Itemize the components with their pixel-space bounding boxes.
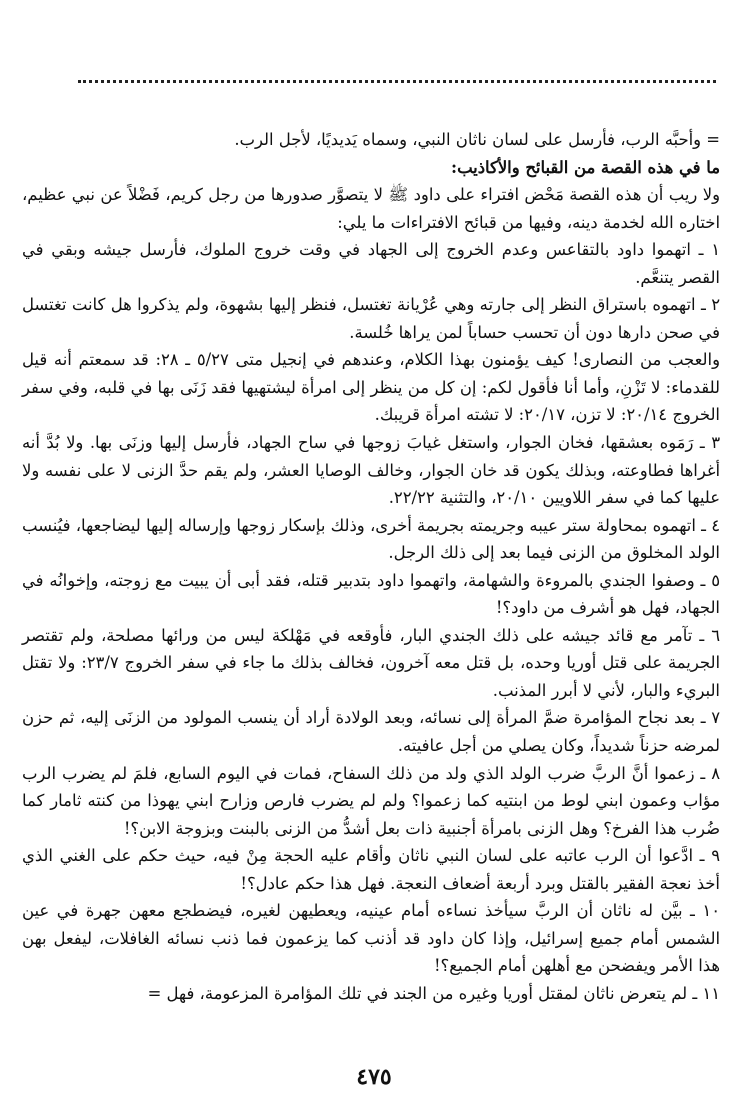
- paragraph-item-11: ١١ ـ لم يتعرض ناثان لمقتل أوريا وغيره من الجند في تلك المؤامرة المزعومة، فهل =: [147, 983, 720, 1003]
- paragraph-remark: والعجب من النصارى! كيف يؤمنون بهذا الكلام، وعندهم في إنجيل متى ٥/٢٧ ـ ٢٨: قد سمعتم أنه قيل للقدماء: لا تَزْنِ، وأما أنا فأقول لكم: إن كل من ينظر إلى امرأة ليشتهيها فقد زَنَى بها في قلبه، وفي سفر الخروج ٢٠/١٤: لا تزن، ٢٠/١٧: لا تشته امرأة قريبك.: [22, 350, 720, 425]
- dotted-separator: [78, 80, 716, 97]
- paragraph-item-8: ٨ ـ زعموا أنَّ الربَّ ضرب الولد الذي ولد من ذلك السفاح، فمات في اليوم السابع، فلمَ لم يضرب الرب مؤاب وعمون ابني لوط من ابنتيه كما زعموا؟ ولم لم يضرب فارص وزارح ابني يهوذا من كنته ثامار كما ضُرب هذا الفرخ؟ وهل الزنى بامرأة أجنبية ذات بعل أشدُّ من الزنى بالبنت وبزوجة الابن؟!: [22, 763, 720, 838]
- paragraph-item-3: ٣ ـ رَمَوه بعشقها، فخان الجوار، واستغل غيابَ زوجها في ساح الجهاد، فأرسل إليها وزنَى بها. ولا بُدَّ أنه أغراها فطاوعته، وبذلك يكون قد خان الجوار، وخالف الوصايا العشر، ولم يقم حدَّ الزنى لا على نفسه ولا عليها كما في سفر اللاويين ٢٠/١٠، والتثنية ٢٢/٢٢.: [22, 433, 720, 508]
- paragraph-item-10: ١٠ ـ بيَّن له ناثان أن الربَّ سيأخذ نساءه أمام عينيه، ويعطيهن لغيره، فيضطجع معهن جهرة في عين الشمس أمام جميع إسرائيل، وإذا كان داود قد أذنب كما يزعمون فما ذنب نسائه الغافلات، ليفعل بهن هذا الأمر ويفضحن مع أهلهن أمام الجميع؟!: [22, 901, 720, 976]
- paragraph-intro: ولا ريب أن هذه القصة مَحْض افتراء على داود ﷺ لا يتصوَّر صدورها من رجل كريم، فَضْلاً عن نبي عظيم، اختاره الله لخدمة دينه، وفيها من قبائح الافتراءات ما يلي:: [22, 185, 720, 232]
- section-heading: ما في هذه القصة من القبائح والأكاذيب:: [451, 157, 720, 177]
- paragraph-continuation: = وأحبَّه الرب، فأرسل على لسان ناثان النبي، وسماه يَديديًا، لأجل الرب.: [234, 130, 720, 149]
- paragraph-item-6: ٦ ـ تآمر مع قائد جيشه على ذلك الجندي البار، فأوقعه في مَهْلكة ليس من ورائها مصلحة، ولم تقتصر الجريمة على قتل أوريا وحده، بل قتل معه آخرون، فخالف بذلك ما جاء في سفر الخروج ٢٣/٧: ولا تقتل البريء والبار، لأني لا أبرر المذنب.: [22, 625, 720, 700]
- paragraph-item-7: ٧ ـ بعد نجاح المؤامرة ضمَّ المرأة إلى نسائه، وبعد الولادة أراد أن ينسب المولود من الزنَى إليه، ثم حزن لمرضه حزناً شديداً، وكان يصلي من أجل عافيته.: [22, 708, 720, 756]
- page-body: [22, 126, 720, 1008]
- paragraph-item-5: ٥ ـ وصفوا الجندي بالمروءة والشهامة، واتهموا داود بتدبير قتله، فقد أبى أن يبيت مع زوجته، وإخوانُه في الجهاد، فهل هو أشرف من داود؟!: [22, 570, 720, 618]
- paragraph-item-2: ٢ ـ اتهموه باستراق النظر إلى جارته وهي عُرْيانة تغتسل، فنظر إليها بشهوة، ولم يذكروا هل كانت تغتسل في صحن دارها دون أن تحسب حساباً لمن يراها خُلسة.: [22, 295, 720, 342]
- paragraph-item-9: ٩ ـ ادَّعوا أن الرب عاتبه على لسان النبي ناثان وأقام عليه الحجة مِنْ فيه، حيث حكم على الغني الذي أخذ نعجة الفقير بالقتل وبرد أربعة أضعاف النعجة. فهل هذا حكم عادل؟!: [22, 846, 720, 893]
- paragraph-item-1: ١ ـ اتهموا داود بالتقاعس وعدم الخروج إلى الجهاد في وقت خروج الملوك، فأرسل جيشه وبقي في القصر يتنعَّم.: [22, 240, 720, 287]
- page-number: ٤٧٥: [356, 1064, 392, 1090]
- paragraph-item-4: ٤ ـ اتهموه بمحاولة ستر عيبه وجريمته بجريمة أخرى، وذلك بإسكار زوجها وإرساله إليها ليضاجعها، فيُنسب الولد المخلوق من الزنى فيما بعد إلى ذلك الرجل.: [22, 515, 720, 563]
